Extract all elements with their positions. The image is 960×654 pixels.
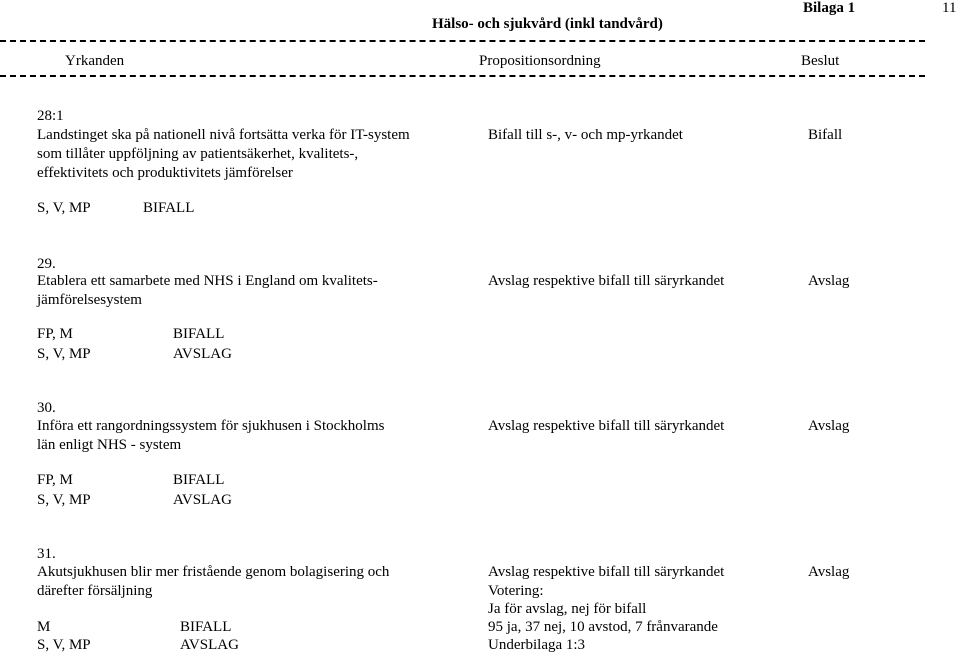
vote-position: BIFALL (143, 200, 195, 216)
vote-parties: S, V, MP (37, 637, 91, 653)
proposition-text: Bifall till s-, v- och mp-yrkandet (488, 127, 683, 143)
proposition-text: Avslag respektive bifall till säryrkandet (488, 564, 725, 580)
vote-position: BIFALL (173, 326, 225, 342)
voting-label: Votering: (488, 583, 544, 599)
vote-parties: S, V, MP (37, 346, 91, 362)
proposition-text: Avslag respektive bifall till säryrkandet (488, 273, 725, 289)
vote-parties: M (37, 619, 51, 635)
beslut-value: Bifall (808, 127, 843, 143)
motion-line: därefter försäljning (37, 583, 153, 599)
vote-parties: FP, M (37, 472, 73, 488)
bilaga-label: Bilaga 1 (803, 0, 856, 16)
motion-line: Införa ett rangordningssystem för sjukhusen i Stockholms (37, 418, 385, 434)
motion-line: jämförelsesystem (37, 292, 142, 308)
vote-position: BIFALL (180, 619, 232, 635)
page-number: 11 (942, 0, 957, 16)
beslut-value: Avslag (808, 418, 850, 434)
motion-line: län enligt NHS - system (37, 437, 182, 453)
motion-line: effektivitets och produktivitets jämförelser (37, 165, 293, 181)
item-number: 30. (37, 400, 56, 416)
appendix-reference: Underbilaga 1:3 (488, 637, 586, 653)
motion-line: Akutsjukhusen blir mer fristående genom bolagisering och (37, 564, 390, 580)
vote-position: AVSLAG (173, 492, 232, 508)
item-number: 31. (37, 546, 56, 562)
beslut-value: Avslag (808, 564, 850, 580)
vote-parties: S, V, MP (37, 492, 91, 508)
proposition-text: Avslag respektive bifall till säryrkandet (488, 418, 725, 434)
header-top-divider (0, 40, 925, 42)
beslut-value: Avslag (808, 273, 850, 289)
item-number: 29. (37, 256, 56, 272)
document-title: Hälso- och sjukvård (inkl tandvård) (432, 16, 663, 32)
vote-parties: FP, M (37, 326, 73, 342)
motion-text (37, 272, 477, 310)
vote-parties: S, V, MP (37, 200, 91, 216)
motion-line: som tillåter uppföljning av patientsäkerhet, kvalitets-, (37, 146, 359, 162)
motion-text (37, 417, 477, 455)
vote-position: BIFALL (173, 472, 225, 488)
motion-text (37, 563, 477, 601)
column-header-beslut: Beslut (801, 53, 840, 69)
item-number: 28:1 (37, 108, 64, 124)
vote-position: AVSLAG (180, 637, 239, 653)
motion-line: Etablera ett samarbete med NHS i England om kvalitets- (37, 273, 378, 289)
motion-line: Landstinget ska på nationell nivå fortsätta verka för IT-system (37, 127, 410, 143)
column-header-yrkanden: Yrkanden (65, 53, 125, 69)
vote-position: AVSLAG (173, 346, 232, 362)
motion-text (37, 126, 477, 183)
voting-instruction: Ja för avslag, nej för bifall (488, 601, 647, 617)
header-bottom-divider (0, 75, 925, 77)
voting-result: 95 ja, 37 nej, 10 avstod, 7 frånvarande (488, 619, 718, 635)
column-header-propositionsordning: Propositionsordning (479, 53, 601, 69)
